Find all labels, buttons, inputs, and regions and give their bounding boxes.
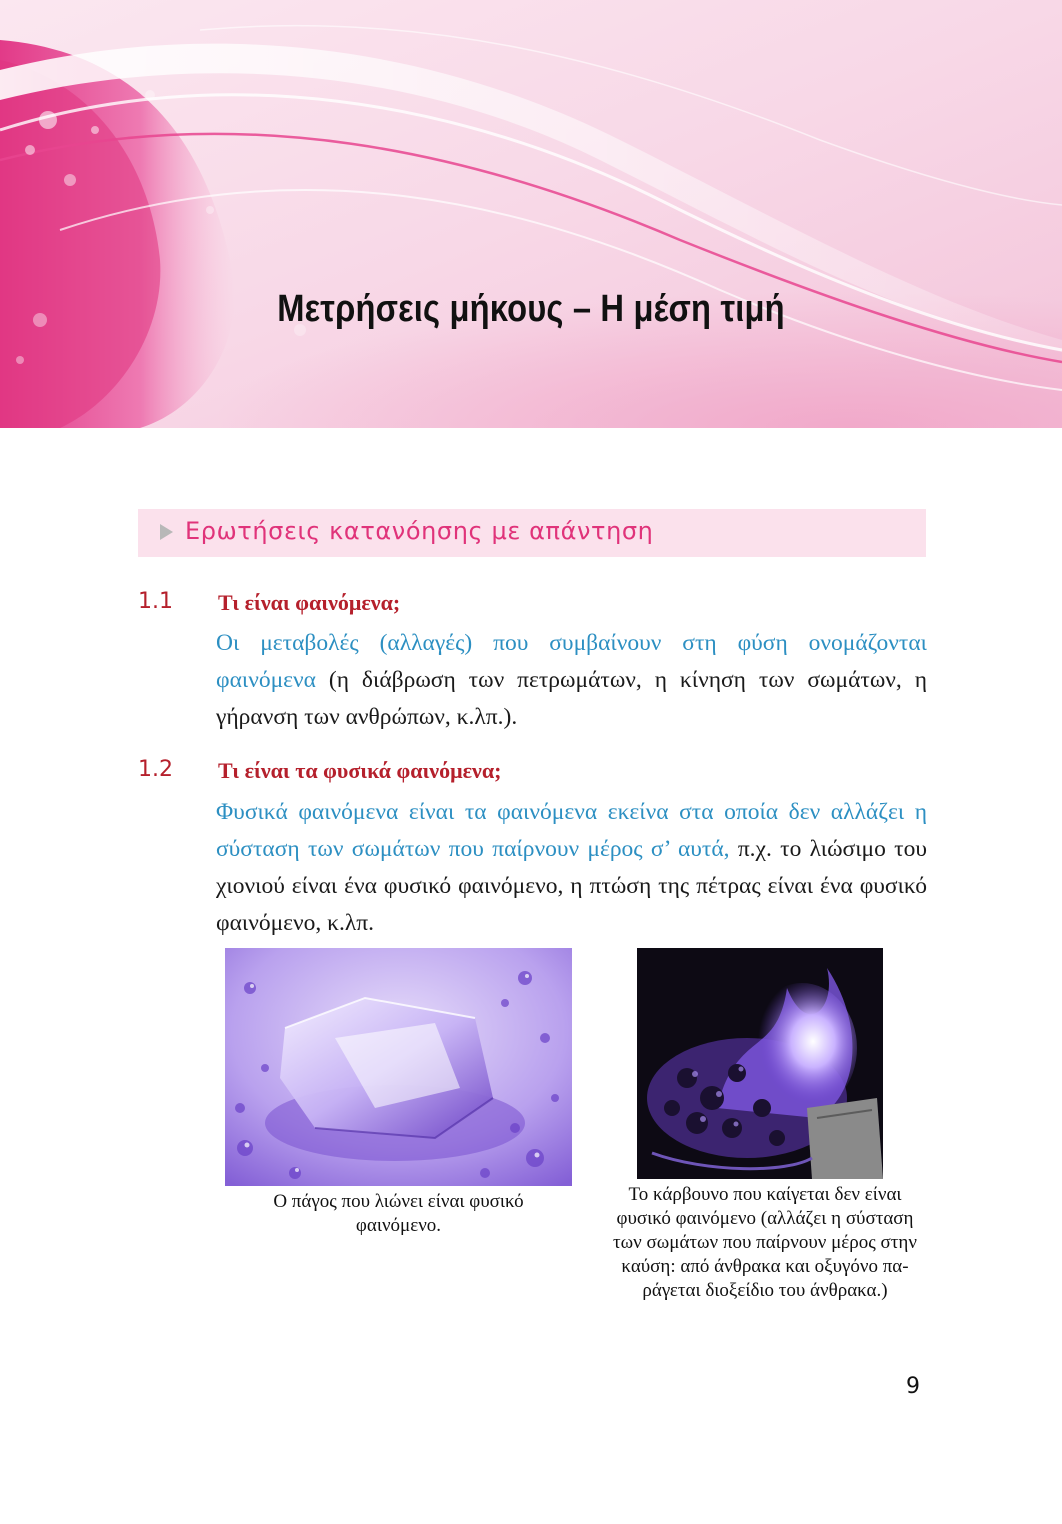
caption-line: ράγεται διοξείδιο του άνθρακα.): [642, 1280, 888, 1301]
chapter-banner: [0, 0, 1062, 428]
answer-text: (η διάβρωση των πετρωμάτων, η κίνηση των σωμάτων, η γήρανση των ανθρώπων, κ.λπ.).: [216, 667, 927, 730]
question-title: Τι είναι φαινόμενα;: [218, 590, 401, 615]
caption-line: Ο πάγος που λιώνει είναι φυσικό: [273, 1191, 524, 1212]
answer-highlight: Οι μεταβολές (αλλαγές) που συμβαίνουν στη φύση ονομάζονται φαινόμενα: [216, 630, 927, 693]
question-number: 1.1: [138, 589, 173, 614]
answer-text: π.χ. το λιώσιμο του χιονιού είναι ένα φυσικό φαινόμενο, η πτώση της πέτρας είναι ένα φυσικό φαινόμενο, κ.λπ.: [216, 836, 927, 936]
caption-line: καύση: από άνθρακα και οξυγόνο πα-: [621, 1256, 909, 1277]
section-title: Ερωτήσεις κατανόησης με απάντηση: [185, 517, 654, 545]
caption-line: φυσικό φαινόμενο (αλλάζει η σύσταση: [616, 1208, 914, 1229]
answer-paragraph: [216, 794, 927, 942]
question-title: Τι είναι τα φυσικά φαινόμενα;: [218, 758, 502, 783]
answer-highlight: Φυσικά φαινόμενα είναι τα φαινόμενα εκείνα στα οποία δεν αλλάζει η σύσταση των σωμάτων που παίρνουν μέρος σ’ αυτά,: [216, 799, 927, 862]
banner-waves-graphic: [0, 0, 1062, 428]
figure-caption: [595, 1183, 935, 1303]
burning-coal-image: [637, 948, 883, 1179]
figure-caption: [225, 1190, 572, 1238]
melting-ice-image: [225, 948, 572, 1186]
answer-paragraph: [216, 625, 927, 736]
triangle-bullet-icon: [160, 524, 173, 540]
caption-line: φαινόμενο.: [355, 1215, 442, 1236]
section-header: [138, 509, 926, 557]
question-number: 1.2: [138, 757, 173, 782]
chapter-title: Μετρήσεις μήκους – Η μέση τιμή: [277, 288, 785, 330]
caption-line: των σωμάτων που παίρνουν μέρος στην: [613, 1232, 917, 1253]
page-number: 9: [906, 1374, 920, 1399]
caption-line: Το κάρβουνο που καίγεται δεν είναι: [628, 1184, 902, 1205]
